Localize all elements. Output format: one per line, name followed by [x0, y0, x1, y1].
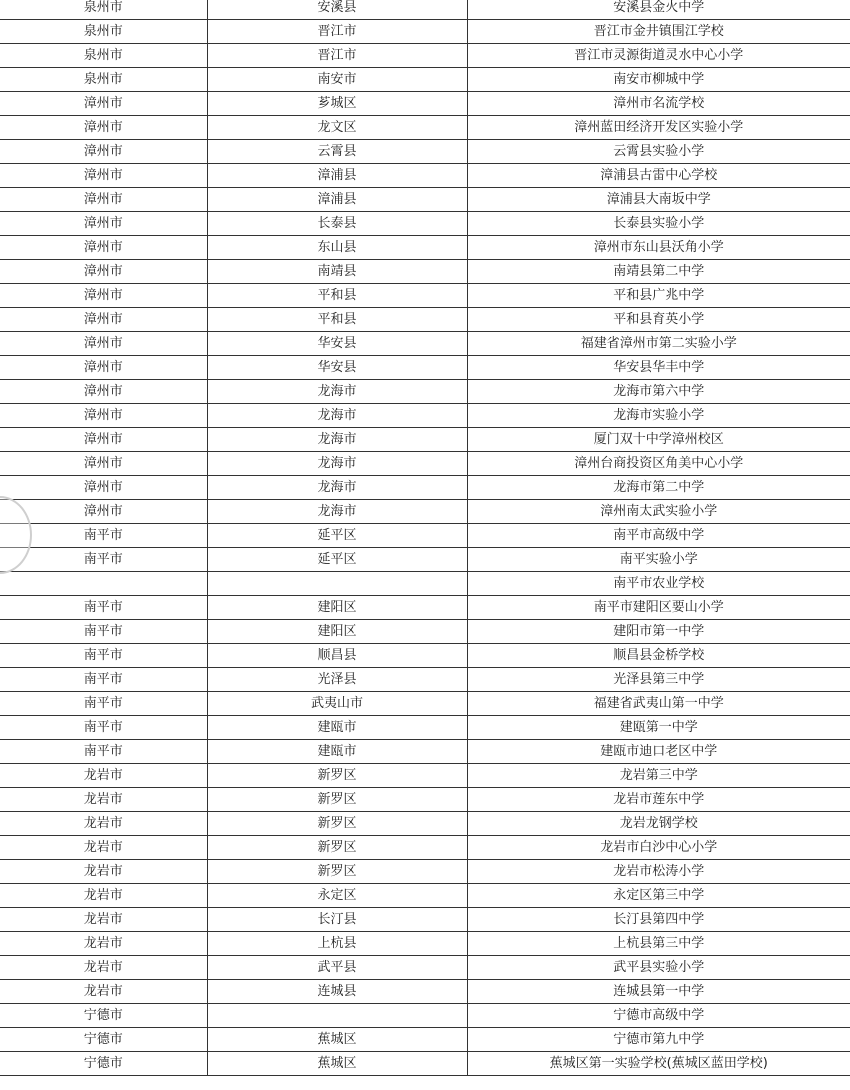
school-cell[interactable]: 南靖县第二中学: [467, 260, 850, 284]
school-cell[interactable]: 南安市柳城中学: [467, 68, 850, 92]
district-cell[interactable]: 平和县: [207, 284, 467, 308]
district-cell[interactable]: 建瓯市: [207, 716, 467, 740]
table-row: [0, 644, 850, 668]
district-cell[interactable]: [207, 1004, 467, 1028]
table-row: [0, 836, 850, 860]
city-cell[interactable]: 漳州市: [0, 380, 207, 404]
school-cell[interactable]: 漳州南太武实验小学: [467, 500, 850, 524]
city-cell[interactable]: 宁德市: [0, 1052, 207, 1076]
table-row: [0, 68, 850, 92]
city-cell[interactable]: 漳州市: [0, 428, 207, 452]
school-cell[interactable]: 顺昌县金桥学校: [467, 644, 850, 668]
table-row: [0, 692, 850, 716]
district-cell[interactable]: 龙文区: [207, 116, 467, 140]
table-row: [0, 524, 850, 548]
school-cell[interactable]: 宁德市第九中学: [467, 1028, 850, 1052]
table-row: [0, 164, 850, 188]
district-cell[interactable]: 永定区: [207, 884, 467, 908]
district-cell[interactable]: 东山县: [207, 236, 467, 260]
school-cell[interactable]: 安溪县金火中学: [467, 0, 850, 20]
city-cell[interactable]: 漳州市: [0, 356, 207, 380]
table-row: [0, 1028, 850, 1052]
table-row: [0, 812, 850, 836]
city-cell[interactable]: 南平市: [0, 620, 207, 644]
table-row: [0, 44, 850, 68]
district-cell[interactable]: 安溪县: [207, 0, 467, 20]
city-cell[interactable]: 南平市: [0, 596, 207, 620]
district-cell[interactable]: 延平区: [207, 524, 467, 548]
school-cell[interactable]: 龙海市实验小学: [467, 404, 850, 428]
school-cell[interactable]: 龙海市第六中学: [467, 380, 850, 404]
district-cell[interactable]: 上杭县: [207, 932, 467, 956]
school-cell[interactable]: 武平县实验小学: [467, 956, 850, 980]
district-cell[interactable]: 建阳区: [207, 596, 467, 620]
school-cell[interactable]: 漳州台商投资区角美中心小学: [467, 452, 850, 476]
district-cell[interactable]: 华安县: [207, 356, 467, 380]
city-cell[interactable]: 南平市: [0, 644, 207, 668]
school-cell[interactable]: 平和县广兆中学: [467, 284, 850, 308]
district-cell[interactable]: 龙海市: [207, 452, 467, 476]
district-cell[interactable]: 华安县: [207, 332, 467, 356]
school-cell[interactable]: 南平实验小学: [467, 548, 850, 572]
school-cell[interactable]: 龙岩市莲东中学: [467, 788, 850, 812]
city-cell[interactable]: 龙岩市: [0, 836, 207, 860]
city-cell[interactable]: 漳州市: [0, 500, 207, 524]
district-cell[interactable]: 新罗区: [207, 812, 467, 836]
table-row: [0, 20, 850, 44]
district-cell[interactable]: 漳浦县: [207, 188, 467, 212]
table-row: [0, 1052, 850, 1076]
table-row: [0, 188, 850, 212]
table-row: [0, 92, 850, 116]
district-cell[interactable]: 龙海市: [207, 500, 467, 524]
school-cell[interactable]: 连城县第一中学: [467, 980, 850, 1004]
school-cell[interactable]: 漳州市名流学校: [467, 92, 850, 116]
district-cell[interactable]: 建阳区: [207, 620, 467, 644]
city-cell[interactable]: 漳州市: [0, 260, 207, 284]
school-cell[interactable]: 上杭县第三中学: [467, 932, 850, 956]
city-cell[interactable]: 龙岩市: [0, 956, 207, 980]
school-cell[interactable]: 建阳市第一中学: [467, 620, 850, 644]
table-row: [0, 500, 850, 524]
table-row: [0, 1004, 850, 1028]
district-cell[interactable]: 建瓯市: [207, 740, 467, 764]
school-cell[interactable]: 蕉城区第一实验学校(蕉城区蓝田学校): [467, 1052, 850, 1076]
city-cell[interactable]: 龙岩市: [0, 908, 207, 932]
school-cell[interactable]: 龙岩市松涛小学: [467, 860, 850, 884]
city-cell[interactable]: 漳州市: [0, 212, 207, 236]
school-cell[interactable]: 漳浦县古雷中心学校: [467, 164, 850, 188]
table-row: [0, 332, 850, 356]
district-cell[interactable]: 晋江市: [207, 20, 467, 44]
table-row: [0, 548, 850, 572]
district-cell[interactable]: 南靖县: [207, 260, 467, 284]
table-row: [0, 0, 850, 20]
school-cell[interactable]: 漳州市东山县沃角小学: [467, 236, 850, 260]
city-cell[interactable]: 龙岩市: [0, 788, 207, 812]
district-cell[interactable]: 蕉城区: [207, 1028, 467, 1052]
school-cell[interactable]: 建瓯市迪口老区中学: [467, 740, 850, 764]
city-cell[interactable]: 宁德市: [0, 1004, 207, 1028]
city-cell[interactable]: 漳州市: [0, 476, 207, 500]
district-cell[interactable]: 晋江市: [207, 44, 467, 68]
district-cell[interactable]: 漳浦县: [207, 164, 467, 188]
table-row: [0, 236, 850, 260]
city-cell[interactable]: 漳州市: [0, 308, 207, 332]
district-cell[interactable]: 龙海市: [207, 404, 467, 428]
city-cell[interactable]: 泉州市: [0, 68, 207, 92]
table-row: [0, 452, 850, 476]
table-row: [0, 404, 850, 428]
school-cell[interactable]: 晋江市金井镇围江学校: [467, 20, 850, 44]
city-cell[interactable]: 漳州市: [0, 116, 207, 140]
table-row: [0, 884, 850, 908]
city-cell[interactable]: 漳州市: [0, 188, 207, 212]
city-cell[interactable]: 漳州市: [0, 452, 207, 476]
table-row: [0, 140, 850, 164]
school-cell[interactable]: 光泽县第三中学: [467, 668, 850, 692]
city-cell[interactable]: 漳州市: [0, 404, 207, 428]
district-cell[interactable]: 连城县: [207, 980, 467, 1004]
school-cell[interactable]: 厦门双十中学漳州校区: [467, 428, 850, 452]
district-cell[interactable]: 顺昌县: [207, 644, 467, 668]
school-cell[interactable]: 长泰县实验小学: [467, 212, 850, 236]
table-row: [0, 356, 850, 380]
district-cell[interactable]: 延平区: [207, 548, 467, 572]
district-cell[interactable]: 云霄县: [207, 140, 467, 164]
school-cell[interactable]: 宁德市高级中学: [467, 1004, 850, 1028]
district-cell[interactable]: 新罗区: [207, 860, 467, 884]
school-cell[interactable]: 永定区第三中学: [467, 884, 850, 908]
table-row: [0, 380, 850, 404]
table-row: [0, 596, 850, 620]
table-row: [0, 908, 850, 932]
table-row: [0, 308, 850, 332]
table-row: [0, 620, 850, 644]
district-cell[interactable]: 南安市: [207, 68, 467, 92]
school-cell[interactable]: 南平市农业学校: [467, 572, 850, 596]
table-row: [0, 980, 850, 1004]
school-cell[interactable]: 晋江市灵源街道灵水中心小学: [467, 44, 850, 68]
school-cell[interactable]: 平和县育英小学: [467, 308, 850, 332]
school-cell[interactable]: 云霄县实验小学: [467, 140, 850, 164]
district-cell[interactable]: 长汀县: [207, 908, 467, 932]
city-cell[interactable]: 宁德市: [0, 1028, 207, 1052]
table-row: [0, 716, 850, 740]
school-cell[interactable]: 漳浦县大南坂中学: [467, 188, 850, 212]
district-cell[interactable]: [207, 572, 467, 596]
city-cell[interactable]: 漳州市: [0, 236, 207, 260]
city-cell[interactable]: 龙岩市: [0, 764, 207, 788]
table-row: [0, 956, 850, 980]
table-row: [0, 476, 850, 500]
city-cell[interactable]: 漳州市: [0, 284, 207, 308]
district-cell[interactable]: 平和县: [207, 308, 467, 332]
city-cell[interactable]: 龙岩市: [0, 932, 207, 956]
city-cell[interactable]: 南平市: [0, 548, 207, 572]
school-cell[interactable]: 长汀县第四中学: [467, 908, 850, 932]
city-cell[interactable]: 漳州市: [0, 92, 207, 116]
table-row: [0, 668, 850, 692]
district-cell[interactable]: 新罗区: [207, 764, 467, 788]
city-cell[interactable]: 龙岩市: [0, 884, 207, 908]
city-cell[interactable]: 南平市: [0, 692, 207, 716]
city-cell[interactable]: 龙岩市: [0, 860, 207, 884]
school-cell[interactable]: 龙岩第三中学: [467, 764, 850, 788]
city-cell[interactable]: 泉州市: [0, 44, 207, 68]
school-cell[interactable]: 漳州蓝田经济开发区实验小学: [467, 116, 850, 140]
city-cell[interactable]: 漳州市: [0, 140, 207, 164]
district-cell[interactable]: 光泽县: [207, 668, 467, 692]
city-cell[interactable]: 南平市: [0, 716, 207, 740]
city-cell[interactable]: 漳州市: [0, 332, 207, 356]
school-cell[interactable]: 福建省漳州市第二实验小学: [467, 332, 850, 356]
school-cell[interactable]: 南平市高级中学: [467, 524, 850, 548]
school-cell[interactable]: 建瓯第一中学: [467, 716, 850, 740]
school-cell[interactable]: 华安县华丰中学: [467, 356, 850, 380]
table-row: [0, 932, 850, 956]
city-cell[interactable]: 龙岩市: [0, 812, 207, 836]
city-cell[interactable]: 漳州市: [0, 164, 207, 188]
district-cell[interactable]: 长泰县: [207, 212, 467, 236]
district-cell[interactable]: 芗城区: [207, 92, 467, 116]
city-cell[interactable]: 南平市: [0, 740, 207, 764]
table-row: [0, 428, 850, 452]
school-cell[interactable]: 南平市建阳区要山小学: [467, 596, 850, 620]
table-row: [0, 260, 850, 284]
table-row: [0, 116, 850, 140]
district-cell[interactable]: 新罗区: [207, 788, 467, 812]
district-cell[interactable]: 龙海市: [207, 380, 467, 404]
table-row: [0, 212, 850, 236]
district-cell[interactable]: 龙海市: [207, 428, 467, 452]
city-cell[interactable]: 龙岩市: [0, 980, 207, 1004]
school-cell[interactable]: 福建省武夷山第一中学: [467, 692, 850, 716]
city-cell[interactable]: [0, 572, 207, 596]
district-cell[interactable]: 新罗区: [207, 836, 467, 860]
school-cell[interactable]: 龙岩市白沙中心小学: [467, 836, 850, 860]
district-cell[interactable]: 蕉城区: [207, 1052, 467, 1076]
table-row: [0, 860, 850, 884]
district-cell[interactable]: 龙海市: [207, 476, 467, 500]
city-cell[interactable]: 泉州市: [0, 20, 207, 44]
city-cell[interactable]: 泉州市: [0, 0, 207, 20]
city-cell[interactable]: 南平市: [0, 524, 207, 548]
district-cell[interactable]: 武平县: [207, 956, 467, 980]
table-row: [0, 788, 850, 812]
table-row: [0, 740, 850, 764]
district-cell[interactable]: 武夷山市: [207, 692, 467, 716]
city-cell[interactable]: 南平市: [0, 668, 207, 692]
table-row: [0, 284, 850, 308]
school-cell[interactable]: 龙海市第二中学: [467, 476, 850, 500]
table-row: [0, 764, 850, 788]
school-cell[interactable]: 龙岩龙钢学校: [467, 812, 850, 836]
table-row: [0, 572, 850, 596]
